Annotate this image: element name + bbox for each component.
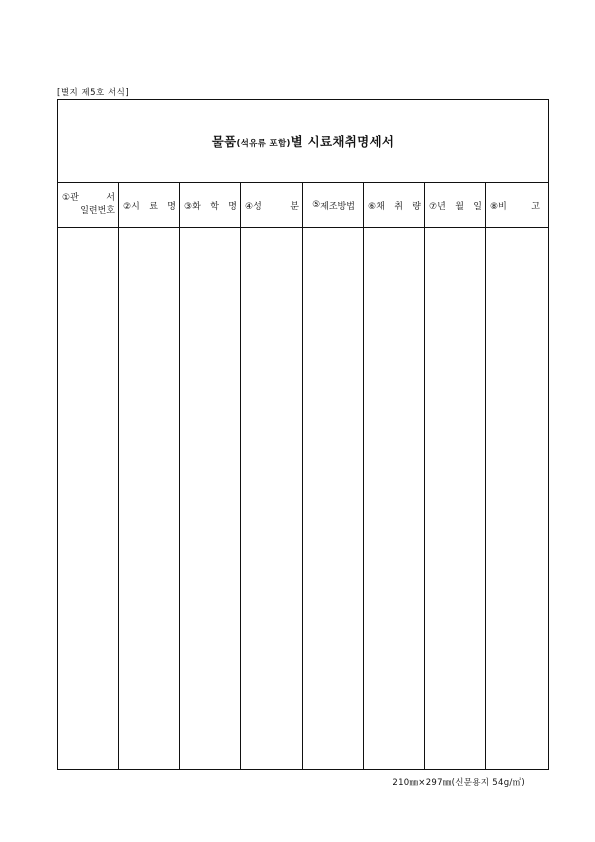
title-suffix: 별 시료채취명세서 — [290, 134, 395, 149]
header-mark: ⑤ — [312, 200, 321, 210]
header-date — [425, 183, 486, 227]
header-char: 일 — [473, 201, 482, 212]
header-char: 월 — [455, 201, 464, 212]
header-sample-quantity — [364, 183, 425, 227]
form-table — [57, 99, 549, 770]
title-prefix: 물품 — [211, 134, 237, 149]
title-paren-close: ) — [286, 139, 291, 149]
header-mark: ③ — [184, 201, 193, 212]
column-divider — [363, 183, 364, 769]
header-mark: ⑧ — [490, 201, 499, 212]
header-row — [58, 183, 548, 228]
header-char: 량 — [412, 201, 421, 212]
header-line2: 일련번호 — [80, 206, 115, 216]
form-number-label: [별지 제5호 서식] — [57, 88, 130, 98]
header-composition — [241, 183, 303, 227]
header-char: 비 — [498, 201, 507, 212]
header-char: 명 — [228, 201, 237, 212]
header-char: 학 — [210, 201, 219, 212]
title-paren-text: 석유류 포함 — [240, 139, 287, 149]
column-divider — [118, 183, 119, 769]
header-sample-name — [119, 183, 180, 227]
header-char: 채 — [376, 201, 385, 212]
paper-size-note: 210㎜×297㎜(신문용지 54g/㎡) — [392, 778, 525, 788]
form-title — [212, 132, 395, 150]
header-char: 분 — [290, 201, 299, 212]
header-word: 서 — [106, 193, 115, 203]
header-char: 고 — [531, 201, 540, 212]
header-char: 성 — [253, 201, 262, 212]
header-char: 시 — [131, 201, 140, 212]
title-paren-open: ( — [236, 139, 241, 149]
column-divider — [240, 183, 241, 769]
header-word: 관 — [70, 193, 79, 203]
header-char: 화 — [192, 201, 201, 212]
header-mark: ⑥ — [368, 201, 377, 212]
header-char: 명 — [167, 201, 176, 212]
header-mark: ④ — [245, 201, 254, 212]
header-manufacturing-method — [303, 183, 364, 227]
header-mark: ⑦ — [429, 201, 438, 212]
header-char: 년 — [437, 201, 446, 212]
header-serial-number — [58, 183, 119, 227]
column-divider — [302, 183, 303, 769]
header-remarks — [486, 183, 548, 227]
column-divider — [424, 183, 425, 769]
column-divider — [485, 183, 486, 769]
header-mark: ② — [123, 201, 132, 212]
header-char: 취 — [394, 201, 403, 212]
header-text: 제조방법 — [320, 201, 355, 212]
title-row — [58, 100, 548, 183]
header-chemical-name — [180, 183, 241, 227]
header-mark: ① — [62, 193, 71, 203]
header-char: 료 — [149, 201, 158, 212]
column-divider — [179, 183, 180, 769]
